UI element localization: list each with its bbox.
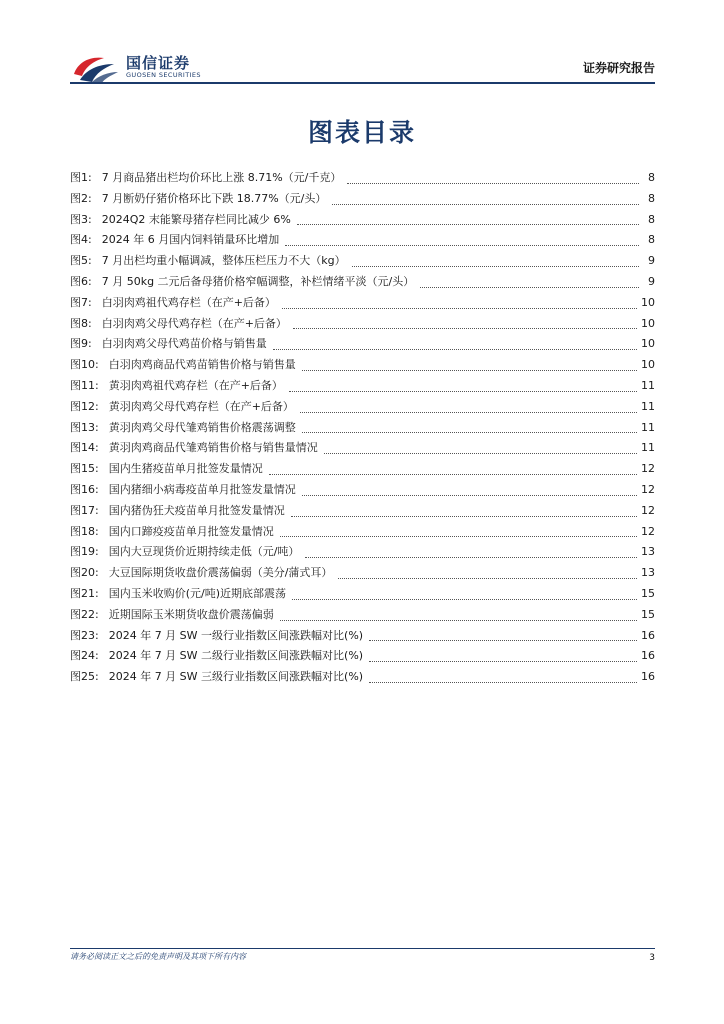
toc-entry-page[interactable]: 16: [641, 628, 655, 642]
page-number: 3: [649, 953, 655, 963]
footer-divider: [70, 948, 655, 949]
toc-entry[interactable]: [70, 480, 655, 501]
toc-entry-page[interactable]: 10: [641, 337, 655, 351]
toc-dot-leader: [347, 183, 639, 184]
toc-entry-label: 图6:: [70, 274, 92, 288]
toc-dot-leader: [302, 432, 637, 433]
toc-entry-page[interactable]: 12: [641, 482, 655, 496]
toc-dot-leader: [332, 204, 639, 205]
toc-entry[interactable]: [70, 667, 655, 688]
toc-entry-title[interactable]: 国内猪细小病毒疫苗单月批签发量情况: [108, 482, 296, 496]
toc-dot-leader: [285, 245, 639, 246]
toc-entry-page[interactable]: 16: [641, 670, 655, 684]
toc-entry-page[interactable]: 8: [648, 191, 655, 205]
toc-entry[interactable]: [70, 438, 655, 459]
toc-dot-leader: [280, 536, 637, 537]
toc-entry-title[interactable]: 白羽肉鸡商品代鸡苗销售价格与销售量: [108, 358, 296, 372]
toc-entry-label: 图4:: [70, 233, 92, 247]
toc-entry-label: 图2:: [70, 191, 92, 205]
toc-entry[interactable]: [70, 397, 655, 418]
toc-entry-page[interactable]: 9: [648, 274, 655, 288]
toc-entry-page[interactable]: 10: [641, 295, 655, 309]
company-logo: [70, 50, 230, 86]
toc-entry-page[interactable]: 8: [648, 212, 655, 226]
toc-entry-page[interactable]: 8: [648, 171, 655, 184]
toc-entry-page[interactable]: 10: [641, 358, 655, 372]
toc-entry[interactable]: [70, 563, 655, 584]
toc-dot-leader: [369, 661, 637, 662]
toc-entry-label: 图11:: [70, 378, 99, 392]
toc-list: [70, 168, 655, 688]
toc-entry-title[interactable]: 2024 年 6 月国内饲料销量环比增加: [101, 233, 280, 247]
toc-dot-leader: [292, 599, 637, 600]
toc-entry[interactable]: [70, 646, 655, 667]
toc-entry-page[interactable]: 11: [641, 399, 655, 413]
toc-entry-page[interactable]: 8: [648, 233, 655, 247]
toc-entry-title[interactable]: 黄羽肉鸡父母代雏鸡销售价格震荡调整: [108, 420, 296, 434]
toc-entry-page[interactable]: 12: [641, 503, 655, 517]
toc-entry[interactable]: [70, 230, 655, 251]
toc-entry[interactable]: [70, 522, 655, 543]
toc-entry[interactable]: [70, 272, 655, 293]
toc-entry[interactable]: [70, 584, 655, 605]
logo-english-name: GUOSEN SECURITIES: [126, 71, 201, 79]
toc-entry-label: 图20:: [70, 566, 99, 580]
toc-title: 图表目录: [307, 118, 416, 147]
toc-entry[interactable]: [70, 168, 655, 189]
toc-entry[interactable]: [70, 251, 655, 272]
toc-dot-leader: [273, 349, 637, 350]
toc-entry-label: 图12:: [70, 399, 99, 413]
toc-entry-label: 图17:: [70, 503, 99, 517]
toc-entry-page[interactable]: 9: [648, 254, 655, 268]
toc-entry[interactable]: [70, 418, 655, 439]
toc-entry[interactable]: [70, 542, 655, 563]
toc-entry[interactable]: [70, 459, 655, 480]
toc-entry-title[interactable]: 黄羽肉鸡商品代雏鸡销售价格与销售量情况: [108, 441, 318, 455]
toc-dot-leader: [293, 328, 637, 329]
toc-entry-label: 图19:: [70, 545, 99, 559]
toc-entry-label: 图5:: [70, 254, 92, 268]
toc-entry[interactable]: [70, 501, 655, 522]
toc-dot-leader: [420, 287, 639, 288]
guosen-logo-icon: [70, 52, 120, 84]
toc-dot-leader: [352, 266, 639, 267]
toc-dot-leader: [324, 453, 637, 454]
toc-entry-title[interactable]: 国内口蹄疫疫苗单月批签发量情况: [108, 524, 274, 538]
toc-entry-title[interactable]: 7 月出栏均重小幅调减，整体压栏压力不大（kg）: [101, 254, 346, 268]
toc-entry-page[interactable]: 10: [641, 316, 655, 330]
toc-entry[interactable]: [70, 376, 655, 397]
toc-entry-title[interactable]: 2024Q2 末能繁母猪存栏同比减少 6%: [101, 212, 291, 226]
toc-dot-leader: [302, 370, 637, 371]
toc-entry-page[interactable]: 13: [641, 566, 655, 580]
toc-entry-label: 图13:: [70, 420, 99, 434]
toc-dot-leader: [305, 557, 637, 558]
toc-dot-leader: [302, 495, 637, 496]
toc-entry-page[interactable]: 12: [641, 462, 655, 476]
toc-entry-label: 图18:: [70, 524, 99, 538]
toc-dot-leader: [291, 516, 637, 517]
toc-entry-label: 图7:: [70, 295, 92, 309]
toc-entry-page[interactable]: 11: [641, 441, 655, 455]
toc-entry-title[interactable]: 黄羽肉鸡祖代鸡存栏（在产+后备）: [108, 378, 283, 392]
toc-entry-label: 图15:: [70, 462, 99, 476]
toc-entry-page[interactable]: 16: [641, 649, 655, 663]
toc-entry-page[interactable]: 13: [641, 545, 655, 559]
toc-entry-title[interactable]: 国内玉米收购价(元/吨)近期底部震荡: [108, 586, 286, 600]
toc-entry[interactable]: [70, 314, 655, 335]
toc-entry-title[interactable]: 7 月 50kg 二元后备母猪价格窄幅调整，补栏情绪平淡（元/头）: [101, 274, 415, 288]
toc-entry-title[interactable]: 白羽肉鸡父母代鸡存栏（在产+后备）: [101, 316, 287, 330]
toc-entry-title[interactable]: 白羽肉鸡父母代鸡苗价格与销售量: [101, 337, 267, 351]
toc-dot-leader: [282, 308, 637, 309]
toc-entry[interactable]: [70, 210, 655, 231]
header-divider: [70, 82, 655, 84]
toc-dot-leader: [269, 474, 637, 475]
toc-entry-label: 图9:: [70, 337, 92, 351]
toc-entry-page[interactable]: 15: [641, 607, 655, 621]
toc-entry-title[interactable]: 7 月断奶仔猪价格环比下跌 18.77%（元/头）: [101, 191, 327, 205]
toc-dot-leader: [300, 412, 637, 413]
toc-dot-leader: [297, 224, 639, 225]
toc-entry-label: 图22:: [70, 607, 99, 621]
toc-entry-page[interactable]: 12: [641, 524, 655, 538]
toc-entry-title[interactable]: 国内生猪疫苗单月批签发量情况: [108, 462, 263, 476]
toc-entry-title[interactable]: 2024 年 7 月 SW 三级行业指数区间涨跌幅对比(%): [108, 670, 364, 684]
toc-dot-leader: [280, 620, 637, 621]
footer-disclaimer: 请务必阅读正文之后的免责声明及其项下所有内容: [70, 952, 246, 961]
toc-entry-label: 图24:: [70, 649, 99, 663]
toc-entry[interactable]: [70, 626, 655, 647]
toc-dot-leader: [289, 391, 637, 392]
toc-entry-title[interactable]: 白羽肉鸡祖代鸡存栏（在产+后备）: [101, 295, 276, 309]
toc-entry-title[interactable]: 黄羽肉鸡父母代鸡存栏（在产+后备）: [108, 399, 294, 413]
toc-entry[interactable]: [70, 293, 655, 314]
toc-entry-title[interactable]: 2024 年 7 月 SW 二级行业指数区间涨跌幅对比(%): [108, 649, 364, 663]
toc-dot-leader: [369, 640, 637, 641]
toc-entry-label: 图16:: [70, 482, 99, 496]
toc-entry-label: 图3:: [70, 212, 92, 226]
toc-entry-label: 图25:: [70, 670, 99, 684]
toc-entry-label: 图14:: [70, 441, 99, 455]
toc-entry-title[interactable]: 7 月商品猪出栏均价环比上涨 8.71%（元/千克）: [101, 171, 342, 184]
toc-entry-title[interactable]: 2024 年 7 月 SW 一级行业指数区间涨跌幅对比(%): [108, 628, 364, 642]
logo-chinese-name: 国信证券: [126, 54, 191, 72]
toc-entry-page[interactable]: 11: [641, 378, 655, 392]
toc-entry-title[interactable]: 国内猪伪狂犬疫苗单月批签发量情况: [108, 503, 285, 517]
toc-entry[interactable]: [70, 334, 655, 355]
report-type-label: 证券研究报告: [582, 61, 655, 75]
toc-entry-title[interactable]: 近期国际玉米期货收盘价震荡偏弱: [108, 607, 274, 621]
toc-entry-page[interactable]: 15: [641, 586, 655, 600]
toc-entry[interactable]: [70, 355, 655, 376]
toc-dot-leader: [338, 578, 637, 579]
toc-entry-label: 图1:: [70, 171, 92, 184]
toc-entry-title[interactable]: 国内大豆现货价近期持续走低（元/吨）: [108, 545, 300, 559]
toc-entry-title[interactable]: 大豆国际期货收盘价震荡偏弱（美分/蒲式耳）: [108, 566, 333, 580]
toc-entry-label: 图23:: [70, 628, 99, 642]
toc-dot-leader: [369, 682, 637, 683]
toc-entry-page[interactable]: 11: [641, 420, 655, 434]
page-header: [70, 50, 655, 86]
toc-entry-label: 图10:: [70, 358, 99, 372]
toc-entry-label: 图8:: [70, 316, 92, 330]
toc-entry[interactable]: [70, 189, 655, 210]
toc-entry-label: 图21:: [70, 586, 99, 600]
toc-entry[interactable]: [70, 605, 655, 626]
